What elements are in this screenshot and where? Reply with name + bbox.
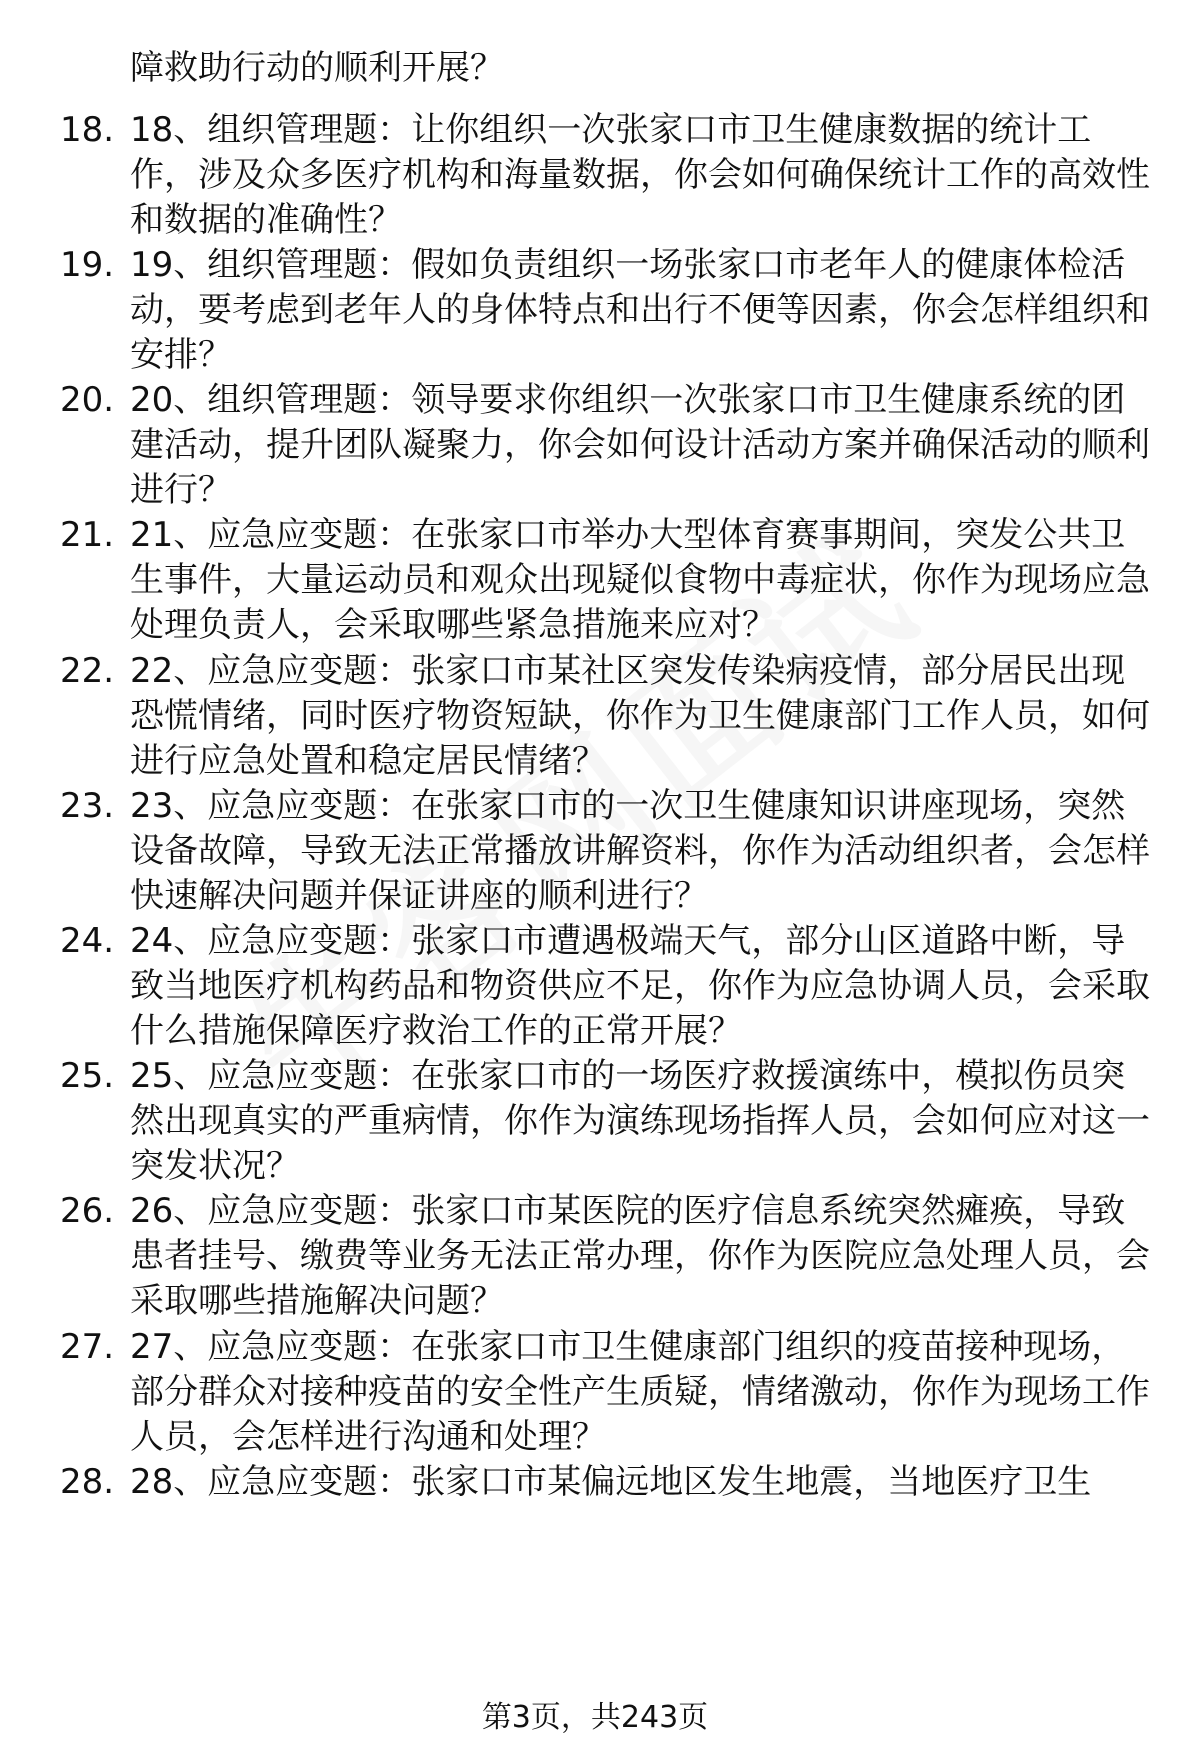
- item-text: 24、应急应变题：张家口市遭遇极端天气，部分山区道路中断，导致当地医疗机构药品和物资供应不足，你作为应急协调人员，会采取什么措施保障医疗救治工作的正常开展？: [130, 921, 1150, 1051]
- item-number: 20.: [60, 380, 115, 420]
- item-number: 27.: [60, 1327, 115, 1367]
- item-text: 21、应急应变题：在张家口市举办大型体育赛事期间，突发公共卫生事件，大量运动员和观众出现疑似食物中毒症状，你作为现场应急处理负责人，会采取哪些紧急措施来应对？: [130, 515, 1150, 645]
- item-number: 28.: [60, 1462, 115, 1502]
- item-text: 27、应急应变题：在张家口市卫生健康部门组织的疫苗接种现场，部分群众对接种疫苗的安全性产生质疑，情绪激动，你作为现场工作人员，会怎样进行沟通和处理？: [130, 1327, 1150, 1457]
- item-number: 26.: [60, 1191, 115, 1231]
- item-text: 20、组织管理题：领导要求你组织一次张家口市卫生健康系统的团建活动，提升团队凝聚力，你会如何设计活动方案并确保活动的顺利进行？: [130, 380, 1150, 510]
- item-text: 23、应急应变题：在张家口市的一次卫生健康知识讲座现场，突然设备故障，导致无法正常播放讲解资料，你作为活动组织者，会怎样快速解决问题并保证讲座的顺利进行？: [130, 786, 1150, 916]
- item-text: 19、组织管理题：假如负责组织一场张家口市老年人的健康体检活动，要考虑到老年人的身体特点和出行不便等因素，你会怎样组织和安排？: [130, 245, 1150, 375]
- item-number: 25.: [60, 1056, 115, 1096]
- item-number: 22.: [60, 651, 115, 691]
- page-footer: 第3页，共243页: [481, 1700, 709, 1735]
- item-text: 25、应急应变题：在张家口市的一场医疗救援演练中，模拟伤员突然出现真实的严重病情，你作为演练现场指挥人员，会如何应对这一突发状况？: [130, 1056, 1150, 1186]
- item-text: 28、应急应变题：张家口市某偏远地区发生地震，当地医疗卫生: [130, 1462, 1092, 1502]
- item-number: 19.: [60, 245, 115, 285]
- item-text: 18、组织管理题：让你组织一次张家口市卫生健康数据的统计工作，涉及众多医疗机构和海量数据，你会如何确保统计工作的高效性和数据的准确性？: [130, 110, 1150, 240]
- item-text: 26、应急应变题：张家口市某医院的医疗信息系统突然瘫痪，导致患者挂号、缴费等业务无法正常办理，你作为医院应急处理人员，会采取哪些措施解决问题？: [130, 1191, 1150, 1321]
- item-number: 18.: [60, 110, 115, 150]
- item-number: 24.: [60, 921, 115, 961]
- item-number: 21.: [60, 515, 115, 555]
- continuation-text: 障救助行动的顺利开展？: [130, 48, 504, 88]
- item-text: 22、应急应变题：张家口市某社区突发传染病疫情，部分居民出现恐慌情绪，同时医疗物资短缺，你作为卫生健康部门工作人员，如何进行应急处置和稳定居民情绪？: [130, 651, 1150, 781]
- item-number: 23.: [60, 786, 115, 826]
